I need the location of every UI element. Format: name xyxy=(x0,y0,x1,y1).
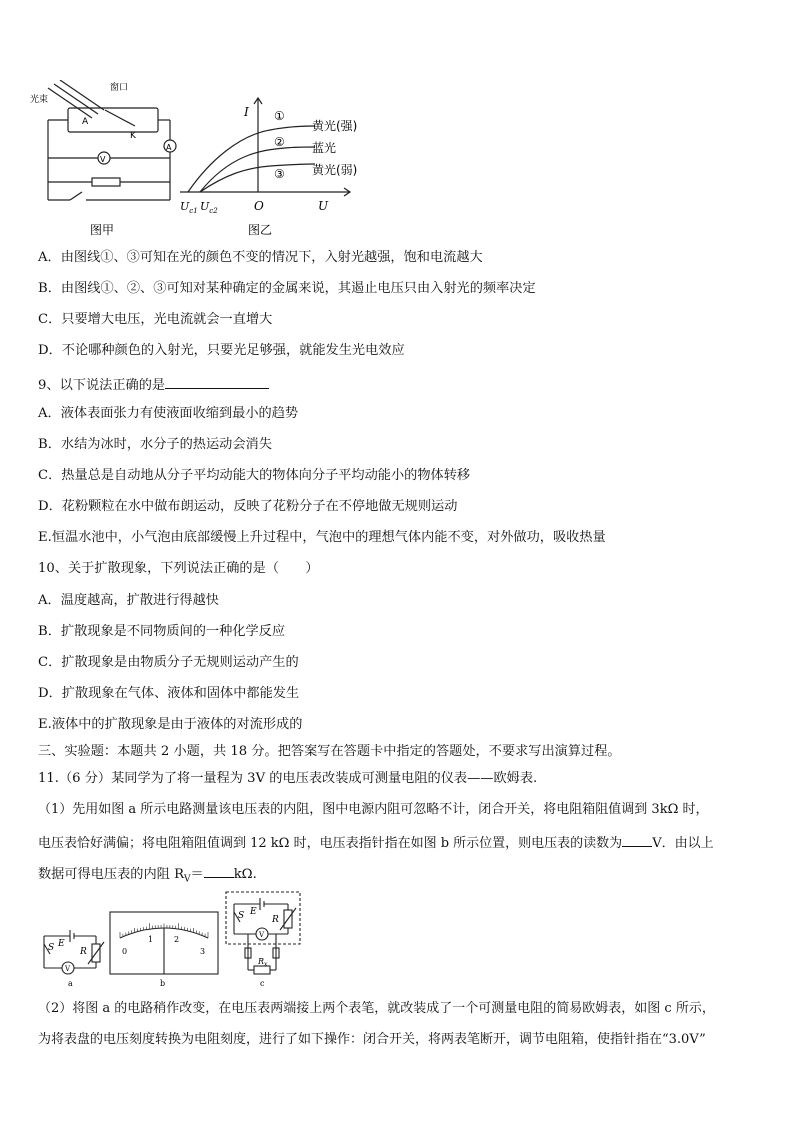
uc2-label: $U_{c2}$ xyxy=(200,200,218,215)
caption-jia: 图甲 xyxy=(90,223,115,237)
caption-b: b xyxy=(160,979,166,988)
q9-option-a: A．液体表面张力有使液面收缩到最小的趋势 xyxy=(38,406,299,421)
c-rx-label: $R_x$ xyxy=(258,957,268,968)
caption-c: c xyxy=(260,979,265,988)
x-axis-label: U xyxy=(318,199,329,213)
c-voltmeter-label: V xyxy=(259,931,265,939)
q9-option-b: B．水结为冰时，水分子的热运动会消失 xyxy=(38,437,272,452)
c-switch-label: S xyxy=(238,911,245,921)
rv-answer-blank xyxy=(204,863,234,878)
q11-unit: kΩ. xyxy=(233,867,257,882)
q11-part1-line3-text: 数据可得电压表的内阻 R xyxy=(38,867,184,882)
q9-option-c: C．热量总是自动地从分子平均动能大的物体向分子平均动能小的物体转移 xyxy=(38,468,471,483)
q10-option-c: C．扩散现象是由物质分子无规则运动产生的 xyxy=(38,655,299,670)
caption-a: a xyxy=(68,979,73,988)
ammeter-label: A xyxy=(166,143,172,152)
q11-stem: 11.（6 分）某同学为了将一量程为 3V 的电压表改装成可测量电阻的仪表——欧姆表. xyxy=(38,771,538,786)
q9-answer-blank xyxy=(165,374,269,389)
voltmeter-label: V xyxy=(100,155,106,164)
cathode-label: K xyxy=(130,131,136,141)
q11-part2-line1: （2）将图 a 的电路稍作改变，在电压表两端接上两个表笔，就改装成了一个可测量电阻的简易欧姆表，如图 c 所示， xyxy=(38,1001,715,1016)
curve2-label: 蓝光 xyxy=(312,141,337,155)
q10-option-e: E.液体中的扩散现象是由于液体的对流形成的 xyxy=(38,717,303,732)
q10-option-a: A．温度越高，扩散进行得越快 xyxy=(38,593,219,608)
q10-option-d: D．扩散现象在气体、液体和固体中都能发生 xyxy=(38,686,300,701)
q9-stem: 9、以下说法正确的是 xyxy=(38,378,166,393)
caption-yi: 图乙 xyxy=(248,223,273,237)
q9-stem-row xyxy=(38,374,269,395)
q11-part1-line2-tail: V．由以上 xyxy=(652,836,714,851)
q11-part1-line3 xyxy=(38,863,257,889)
origin-label: O xyxy=(254,199,264,213)
beam-label: 光束 xyxy=(30,95,49,105)
q8-option-c: C．只要增大电压，光电流就会一直增大 xyxy=(38,312,273,327)
a-resistor-label: R xyxy=(80,947,87,957)
curve3-label: 黄光(弱) xyxy=(312,163,358,177)
voltage-reading-blank xyxy=(622,832,652,847)
q11-part2-line2: 为将表盘的电压刻度转换为电阻刻度，进行了如下操作：闭合开关，将两表笔断开，调节电阻箱，使指针指在“3.0V” xyxy=(38,1032,706,1047)
q10-option-b: B．扩散现象是不同物质间的一种化学反应 xyxy=(38,624,286,639)
curve3-mark: ③ xyxy=(274,167,285,181)
y-axis-label: I xyxy=(244,105,249,119)
anode-label: A xyxy=(82,117,89,127)
q11-part1-line2 xyxy=(38,832,714,853)
q11-part1-line1: （1）先用如图 a 所示电路测量该电压表的内阻，图中电源内阻可忽略不计，闭合开关，将电阻箱阻值调到 3kΩ 时， xyxy=(38,802,709,817)
q11-equals: ＝ xyxy=(190,867,204,882)
q8-option-a: A．由图线①、③可知在光的颜色不变的情况下，入射光越强，饱和电流越大 xyxy=(38,250,483,265)
q8-option-d: D．不论哪种颜色的入射光，只要光足够强，就能发生光电效应 xyxy=(38,343,405,358)
q10-stem: 10、关于扩散现象，下列说法正确的是（ ） xyxy=(38,561,319,576)
photoelectric-figure xyxy=(30,80,400,240)
a-switch-label: S xyxy=(48,943,55,953)
voltmeter-dial xyxy=(110,912,218,974)
uc1-label: $U_{c1}$ xyxy=(180,200,198,215)
dial-tick-2: 2 xyxy=(174,935,180,944)
c-source-label: E xyxy=(250,907,257,917)
window-label: 窗口 xyxy=(110,83,129,93)
c-resistor-label: R xyxy=(272,915,279,925)
section-3-heading: 三、实验题：本题共 2 小题，共 18 分。把答案写在答题卡中指定的答题处，不要求写出演算过程。 xyxy=(38,744,621,759)
curve1-mark: ① xyxy=(274,109,285,123)
rv-subscript: V xyxy=(184,874,191,885)
curve1-label: 黄光(强) xyxy=(312,119,358,133)
dial-tick-0: 0 xyxy=(122,947,128,956)
q9-option-d: D．花粉颗粒在水中做布朗运动，反映了花粉分子在不停地做无规则运动 xyxy=(38,499,458,514)
dial-tick-3: 3 xyxy=(200,947,206,956)
q8-option-b: B．由图线①、②、③可知对某种确定的金属来说，其遏止电压只由入射光的频率决定 xyxy=(38,281,536,296)
q9-option-e: E.恒温水池中，小气泡由底部缓慢上升过程中，气泡中的理想气体内能不变，对外做功，吸收热量 xyxy=(38,530,606,545)
a-voltmeter-label: V xyxy=(65,965,71,973)
a-source-label: E xyxy=(58,939,65,949)
circuit-jia xyxy=(48,80,176,200)
dial-tick-1: 1 xyxy=(148,935,154,944)
curve2-mark: ② xyxy=(274,135,285,149)
ohmmeter-figure xyxy=(34,888,314,998)
q11-part1-line2-text: 电压表恰好满偏；将电阻箱阻值调到 12 kΩ 时，电压表指针指在如图 b 所示位置，则电压表的读数为 xyxy=(38,836,623,851)
